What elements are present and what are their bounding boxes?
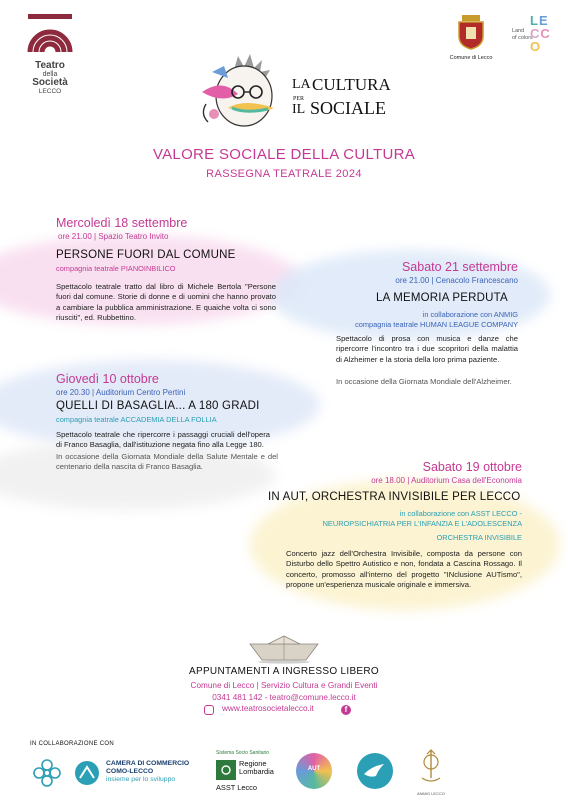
lecco-letters: LE CC O [530, 13, 551, 54]
event-company: compagnia teatrale ACCADEMIA DELLA FOLLIA [56, 415, 217, 424]
event-4-company: ORCHESTRA INVISIBILE [436, 533, 522, 542]
cultura-logo [292, 75, 391, 122]
event-time-place: ore 21.00 | Cenacolo Francescano [395, 276, 518, 285]
dove-logo [356, 752, 394, 790]
cultura-per: PER [293, 96, 305, 102]
event-4 [300, 460, 522, 485]
event-title: QUELLI DI BASAGLIA... A 180 GRADI [56, 400, 260, 412]
event-3 [56, 372, 280, 473]
teatro-arch-icon [26, 12, 74, 56]
cultura-il: IL [292, 102, 306, 117]
anmig-logo [414, 748, 448, 796]
face-icon [198, 52, 284, 132]
event-date: Giovedì 10 ottobre [56, 372, 159, 386]
event-2-collab: in collaborazione con ANMIG [422, 310, 518, 319]
free-entry-label: APPUNTAMENTI A INGRESSO LIBERO [189, 666, 379, 677]
face-illustration [198, 52, 284, 132]
event-4-collab: in collaborazione con ASST LECCO - [399, 509, 522, 518]
anmig-emblem-icon [418, 748, 444, 786]
event-2 [320, 260, 518, 285]
anmig-label: ANMIG LECCO [416, 791, 445, 796]
cultura-word: CULTURA [312, 75, 391, 94]
instagram-icon[interactable] [204, 705, 214, 715]
regione-lombardia-logo [216, 750, 286, 794]
paper-boat-illustration [248, 634, 320, 664]
event-2-note: In occasione della Giornata Mondiale dell'Alzheimer. [336, 377, 512, 386]
paper-boat-icon [248, 634, 320, 664]
collab-label: IN COLLABORAZIONE CON [30, 741, 114, 747]
teatro-logo-line1: Teatro [35, 60, 65, 71]
office-label: Comune di Lecco | Servizio Cultura e Grandi Eventi [190, 681, 378, 690]
event-note: In occasione della Giornata Mondiale della Salute Mentale e del centenario della nascita di Franco Basaglia. [56, 451, 278, 472]
event-2-title: LA MEMORIA PERDUTA [376, 292, 508, 304]
land-label-1: Land [512, 28, 525, 34]
flower-pattern-icon [30, 756, 64, 790]
event-time-place: ore 21.00 | Spazio Teatro Invito [58, 232, 169, 241]
event-2-description: Spettacolo di prosa con musica e danze che ripercorre l'incontro tra i due scopritori della malattia di Alzheimer e la storia della loro prima paziente. [336, 334, 518, 364]
lecco-land-logo [512, 14, 562, 64]
website-row [204, 704, 364, 718]
teatro-logo-line2: della [42, 71, 58, 78]
event-time-place: ore 18.00 | Auditorium Casa dell'Economia [371, 476, 522, 485]
event-2-company: compagnia teatrale HUMAN LEAGUE COMPANY [355, 320, 518, 329]
event-title: PERSONE FUORI DAL COMUNE [56, 249, 236, 261]
land-label-2: of colors [512, 35, 533, 41]
dove-icon [356, 752, 394, 790]
event-description: Spettacolo teatrale che ripercorre i passaggi cruciali dell'opera di Franco Basaglia, dall'istituzione negata fino alla Legge 180. [56, 430, 270, 450]
event-4-title: IN AUT, ORCHESTRA INVISIBILE PER LECCO [268, 491, 521, 503]
aut-label: AUT [307, 766, 321, 772]
camera-commercio-icon [74, 760, 100, 786]
camera-line2: COMO-LECCO [106, 768, 154, 775]
event-time-place: ore 20.30 | Auditorium Centro Pertini [56, 388, 186, 397]
contact-label: 0341 481 142 - teatro@comune.lecco.it [212, 693, 356, 702]
camera-line1: CAMERA DI COMMERCIO [106, 760, 190, 767]
cultura-la: LA [292, 77, 311, 92]
page-title: VALORE SOCIALE DELLA CULTURA [152, 146, 416, 163]
event-4-description: Concerto jazz dell'Orchestra Invisibile, composta da persone con Disturbo dello Spettro Autistico e non, fondata a Cascina Rossago. Il concerto, promosso all'interno del progetto "INclusione AUTismo", propone un'esperienza musicale originale e immersiva. [286, 549, 522, 590]
camera-commercio-logo [74, 758, 194, 788]
camera-line3: insieme per lo sviluppo [106, 776, 176, 783]
rosa-camuna-icon [216, 760, 236, 780]
comune-logo [446, 14, 496, 61]
teatro-logo-line3: Società [32, 77, 68, 88]
page-subtitle: RASSEGNA TEATRALE 2024 [206, 168, 362, 180]
regione-line1: Regione [239, 759, 267, 768]
website-link[interactable]: www.teatrosocietalecco.it [222, 704, 314, 713]
comune-label: Comune di Lecco [449, 55, 493, 61]
crest-icon [456, 14, 486, 50]
teatro-logo-line4: LECCO [38, 88, 62, 95]
teatro-logo [26, 12, 74, 96]
event-date: Sabato 19 ottobre [422, 460, 522, 474]
facebook-icon[interactable]: f [341, 705, 351, 715]
lecco-flower-logo [30, 756, 64, 790]
event-date: Mercoledì 18 settembre [56, 216, 188, 230]
sistema-label: Sistema Socio Sanitario [216, 750, 270, 756]
aut-logo [296, 753, 332, 789]
event-date: Sabato 21 settembre [401, 260, 518, 274]
event-4-collab2: NEUROPSICHIATRIA PER L'INFANZIA E L'ADOLESCENZA [322, 519, 522, 528]
event-company: compagnia teatrale PIANOINBILICO [56, 264, 176, 273]
asst-label: ASST Lecco [216, 783, 257, 792]
event-description: Spettacolo teatrale tratto dal libro di Michele Bertola "Persone fuori dal comune. Storie di donne e di uomini che hanno provato a cambiare la pubblica amministrazione. E quaiche volta ci sono riusciti", ed. Rubbettino. [56, 282, 276, 323]
cultura-sociale: SOCIALE [310, 98, 386, 118]
regione-line2: Lombardia [239, 767, 274, 777]
event-1 [56, 216, 286, 324]
